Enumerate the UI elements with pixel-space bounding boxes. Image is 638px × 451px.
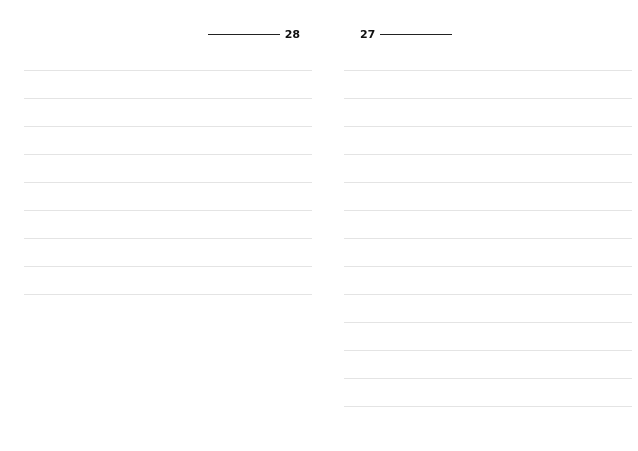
page-right [338, 0, 638, 451]
page-left [18, 0, 318, 451]
page-header [18, 28, 318, 42]
header-rule [208, 34, 280, 35]
header-rule [380, 34, 452, 35]
page-number: 27 [360, 28, 376, 41]
page-number: 28 [284, 28, 300, 41]
page-body [18, 60, 318, 441]
page-body [338, 60, 638, 441]
page-header [338, 28, 638, 42]
